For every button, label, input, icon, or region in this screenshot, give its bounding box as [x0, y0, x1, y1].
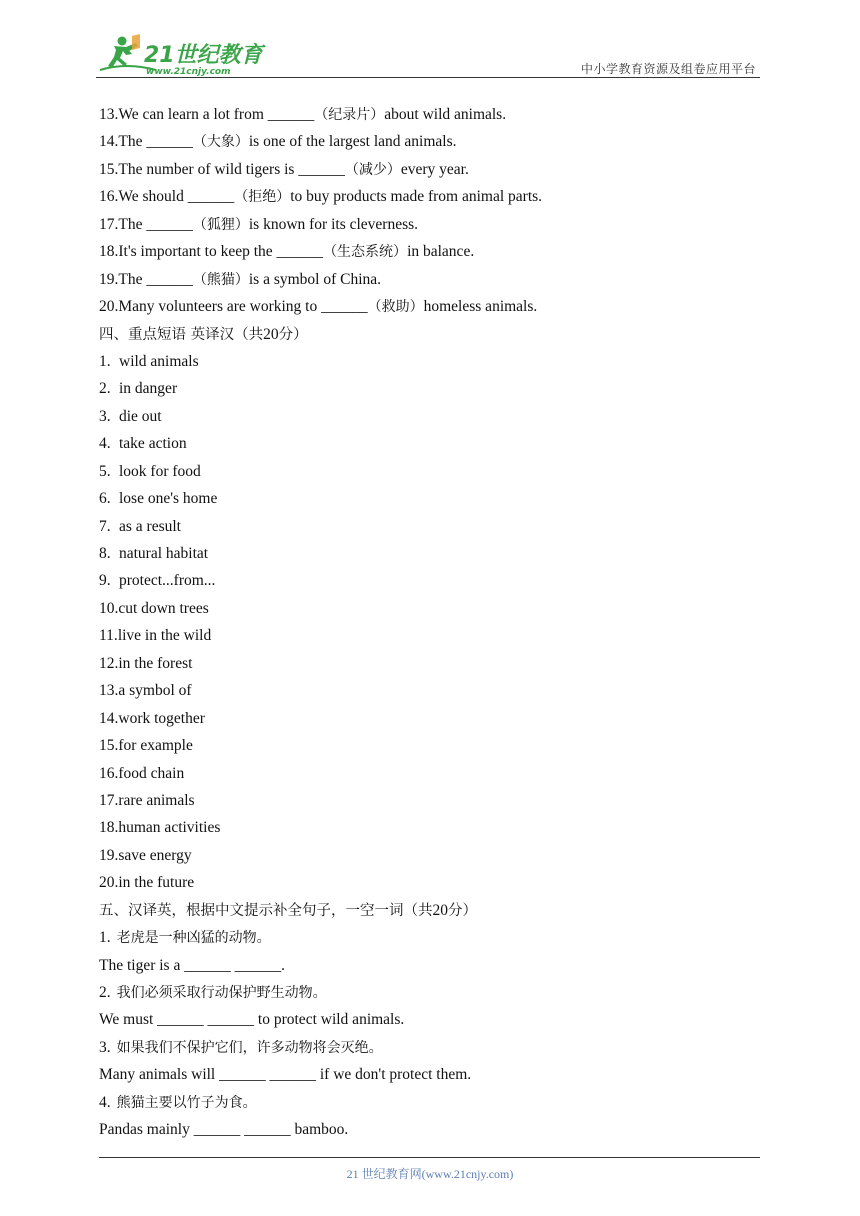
phrase-item [99, 732, 759, 759]
logo-url: www.21cnjy.com [146, 67, 231, 77]
phrase-text: cut down trees [118, 599, 209, 617]
phrase-number: 16. [99, 764, 119, 782]
item-number: 14. [99, 133, 119, 151]
fill-item [99, 101, 759, 128]
phrase-text: save energy [118, 846, 192, 864]
phrase-item [99, 787, 759, 814]
phrase-item [99, 540, 759, 567]
phrase-text: look for food [119, 462, 201, 480]
phrase-item [99, 869, 759, 896]
phrase-item [99, 485, 759, 512]
phrase-text: in danger [119, 380, 178, 398]
prompt-chinese: 熊猫主要以竹子为食。 [116, 1094, 257, 1111]
phrase-text: a symbol of [118, 682, 192, 700]
phrase-text: for example [118, 737, 193, 755]
page-content [99, 101, 759, 1144]
item-hint: （大象） [192, 134, 249, 151]
prompt-number: 1. [99, 929, 111, 947]
item-text: We should ______ [118, 188, 235, 206]
item-text: It's important to keep the ______ [118, 243, 324, 261]
phrase-number: 12. [99, 654, 119, 672]
item-hint: （狐狸） [192, 216, 249, 233]
logo-text: 21世纪教育 [144, 43, 263, 68]
platform-name: 中小学教育资源及组卷应用平台 [580, 62, 756, 76]
phrase-text: food chain [118, 764, 185, 782]
item-number: 15. [99, 160, 119, 178]
phrase-item [99, 458, 759, 485]
fill-item [99, 238, 759, 265]
phrase-text: protect...from... [119, 572, 216, 590]
item-text: We can learn a lot from ______ [118, 106, 315, 123]
translation-sentence: The tiger is a ______ ______. [99, 956, 285, 974]
fill-item [99, 128, 759, 155]
section-5-score: 20 [432, 901, 448, 919]
translation-sentence: We must ______ ______ to protect wild animals. [99, 1011, 405, 1029]
fill-item [99, 156, 759, 183]
prompt-number: 3. [99, 1038, 111, 1056]
item-text: The ______ [118, 133, 193, 151]
item-text-end: is one of the largest land animals. [248, 133, 457, 151]
phrase-number: 8. [99, 545, 111, 562]
phrase-item [99, 842, 759, 869]
phrase-item [99, 622, 759, 649]
section-4-score: 20 [263, 325, 279, 343]
section-4-title-text: 四、重点短语 英译汉（共 [99, 326, 264, 343]
phrase-number: 9. [99, 572, 111, 590]
phrase-number: 19. [99, 846, 119, 864]
phrase-text: rare animals [118, 791, 195, 809]
item-number: 16. [99, 188, 119, 206]
translation-prompt [99, 1089, 759, 1116]
item-number: 18. [99, 243, 119, 261]
phrase-text: take action [119, 435, 187, 453]
phrase-text: lose one's home [119, 490, 218, 508]
translation-sentence: Pandas mainly ______ ______ bamboo. [99, 1121, 349, 1139]
fill-item [99, 211, 759, 238]
phrase-text: natural habitat [119, 545, 209, 562]
section-5-title-text: 五、汉译英，根据中文提示补全句子，一空一词（共 [99, 902, 433, 919]
item-hint: （拒绝） [234, 189, 291, 206]
phrase-number: 7. [99, 517, 111, 535]
phrase-text: in the forest [118, 654, 193, 672]
item-number: 19. [99, 270, 119, 288]
translation-prompt [99, 979, 759, 1006]
phrase-number: 20. [99, 874, 119, 892]
item-text-end: is known for its cleverness. [248, 215, 419, 233]
item-hint: （救助） [367, 299, 424, 316]
item-text-end: homeless animals. [423, 298, 538, 316]
prompt-chinese: 老虎是一种凶猛的动物。 [116, 930, 271, 947]
item-text: Many volunteers are working to ______ [118, 298, 368, 316]
phrase-text: human activities [118, 819, 221, 837]
phrase-item [99, 677, 759, 704]
phrase-item [99, 430, 759, 457]
phrase-item [99, 348, 759, 375]
item-hint: （熊猫） [192, 271, 249, 288]
fill-item [99, 183, 759, 210]
item-number: 20. [99, 298, 119, 316]
prompt-chinese: 我们必须采取行动保护野生动物。 [116, 985, 327, 1001]
phrase-text: as a result [119, 517, 181, 535]
phrase-number: 14. [99, 709, 119, 727]
page-header [96, 30, 760, 78]
phrase-item [99, 705, 759, 732]
phrase-item [99, 513, 759, 540]
translation-prompt [99, 924, 759, 951]
prompt-number: 4. [99, 1093, 111, 1111]
section-4-title-end: 分） [278, 326, 308, 343]
phrase-item [99, 375, 759, 402]
phrase-item [99, 814, 759, 841]
phrase-number: 4. [99, 435, 111, 453]
item-hint: （减少） [344, 161, 401, 178]
phrase-number: 1. [99, 352, 111, 370]
prompt-number: 2. [99, 984, 111, 1001]
prompt-chinese: 如果我们不保护它们，许多动物将会灭绝。 [116, 1039, 383, 1056]
section-5-title-end: 分） [448, 902, 477, 919]
fill-item [99, 293, 759, 320]
phrase-item [99, 760, 759, 787]
phrase-item [99, 650, 759, 677]
translation-sentence: Many animals will ______ ______ if we don't protect them. [99, 1066, 472, 1084]
phrase-text: live in the wild [117, 627, 212, 645]
phrase-number: 17. [99, 791, 119, 809]
phrase-text: work together [118, 709, 205, 727]
item-text-end: to buy products made from animal parts. [290, 188, 543, 206]
translation-list [99, 924, 759, 1144]
phrase-number: 5. [99, 462, 111, 480]
translation-prompt [99, 1034, 759, 1061]
item-text-end: every year. [400, 160, 469, 178]
footer-divider [99, 1157, 760, 1158]
item-hint: （纪录片） [314, 107, 385, 123]
item-text-end: is a symbol of China. [248, 270, 382, 288]
phrase-number: 6. [99, 490, 111, 508]
phrase-number: 10. [99, 599, 119, 617]
phrase-number: 3. [99, 407, 111, 425]
item-number: 17. [99, 215, 119, 233]
phrase-number: 18. [99, 819, 119, 837]
phrase-list [99, 348, 759, 897]
page-footer: 21 世纪教育网(www.21cnjy.com) [346, 1167, 514, 1181]
section-4-title [99, 321, 759, 348]
phrase-item [99, 567, 759, 594]
item-text-end: in balance. [407, 243, 475, 261]
phrase-number: 13. [99, 682, 119, 700]
fill-item [99, 266, 759, 293]
item-number: 13. [99, 106, 119, 123]
item-text: The ______ [118, 270, 193, 288]
header-divider [96, 77, 760, 78]
item-text: The ______ [118, 215, 193, 233]
item-text-end: about wild animals. [384, 106, 507, 123]
phrase-text: wild animals [119, 352, 199, 370]
section-5-title [99, 897, 759, 924]
item-text: The number of wild tigers is ______ [118, 160, 345, 178]
fill-in-list [99, 101, 759, 321]
item-hint: （生态系统） [323, 244, 408, 261]
phrase-item [99, 403, 759, 430]
phrase-number: 11. [99, 627, 118, 645]
phrase-text: in the future [118, 874, 195, 892]
phrase-number: 15. [99, 737, 119, 755]
phrase-item [99, 595, 759, 622]
phrase-number: 2. [99, 380, 111, 398]
phrase-text: die out [119, 407, 162, 425]
logo [96, 32, 266, 80]
